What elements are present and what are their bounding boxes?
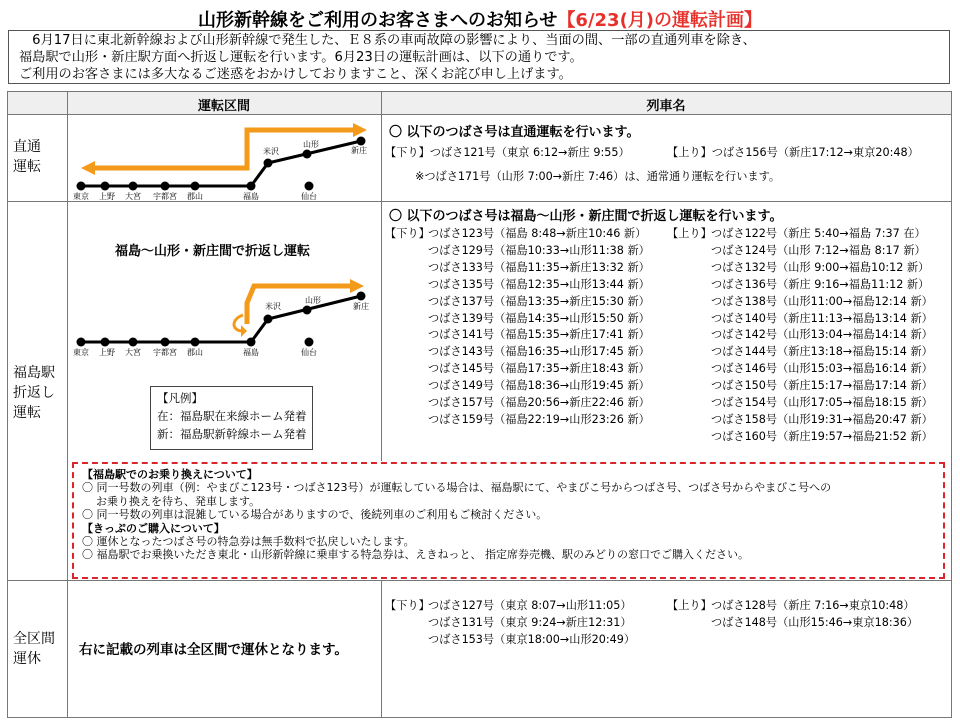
station-label: 大宮 — [125, 348, 141, 357]
train-entry: つばさ133号（福島11:35→新庄13:32 新） — [428, 260, 650, 274]
station-label: 上野 — [99, 192, 115, 201]
train-entry: つばさ124号（山形 7:12→福島 8:17 新） — [711, 243, 926, 257]
through-note: ※つばさ171号（山形 7:00→新庄 7:46）は、通常通り運転を行います。 — [415, 170, 781, 183]
station-label: 山形 — [303, 140, 319, 149]
station-label: 仙台 — [301, 348, 317, 357]
train-entry: つばさ141号（福島15:35→新庄17:41 新） — [428, 328, 650, 342]
legend-box — [150, 386, 313, 450]
intro-box — [8, 30, 950, 84]
train-entry: つばさ143号（福島16:35→山形17:45 新） — [428, 345, 650, 359]
station-label: 新庄 — [353, 302, 369, 311]
train-entry: つばさ145号（福島17:35→新庄18:43 新） — [428, 362, 650, 376]
station-label: 山形 — [305, 296, 321, 305]
through-up: 【上り】つばさ156号（新庄17:12→東京20:48） — [667, 146, 919, 159]
train-entry: つばさ153号（東京18:00→山形20:49） — [428, 632, 636, 646]
station-label: 宇都宮 — [153, 348, 177, 357]
through-title: 〇 以下のつばさ号は直通運転を行います。 — [389, 125, 640, 140]
notice-line: 〇 運休となったつばさ号の特急券は無手数料で払戻しいたします。 — [82, 535, 415, 549]
station-label: 郡山 — [187, 192, 203, 201]
title-highlight: 【6/23(月)の運転計画】 — [557, 10, 763, 31]
station-label: 米沢 — [263, 147, 279, 156]
header-section: 運転区間 — [197, 99, 250, 114]
shuttle-route-diagram — [69, 271, 379, 361]
row-label-shuttle: 福島駅 折返し 運転 — [13, 365, 55, 421]
train-entry: つばさ131号（東京 9:24→新庄12:31） — [428, 615, 632, 629]
intro-line: 6月17日に東北新幹線および山形新幹線で発生した、Ｅ８系の車両故障の影響により、当面の間、一部の直通列車を除き、 — [19, 33, 756, 48]
title-main: 山形新幹線をご利用のお客さまへのお知らせ — [197, 10, 558, 31]
train-entry: つばさ123号（福島 8:48→新庄10:46 新） — [428, 227, 647, 240]
station-label: 東京 — [73, 192, 89, 201]
shuttle-up-tag: 【上り】 — [667, 227, 712, 240]
station-dots — [77, 137, 366, 191]
station-label: 新庄 — [351, 146, 367, 155]
train-entry: つばさ158号（山形19:31→福島20:47 新） — [711, 412, 933, 426]
train-entry: つばさ132号（山形 9:00→福島10:12 新） — [711, 260, 930, 274]
station-label: 宇都宮 — [153, 192, 177, 201]
train-entry: つばさ138号（山形11:00→福島12:14 新） — [711, 294, 933, 308]
row-label-cancel: 全区間 運休 — [13, 631, 55, 667]
shuttle-diagram-title: 福島～山形・新庄間で折返し運転 — [115, 244, 311, 259]
notice-heading: 【きっぷのご購入について】 — [82, 521, 225, 535]
station-label: 郡山 — [187, 348, 203, 357]
through-down: 【下り】つばさ121号（東京 6:12→新庄 9:55） — [385, 146, 630, 159]
shuttle-title: 〇 以下のつばさ号は福島～山形・新庄間で折返し運転を行います。 — [389, 209, 783, 224]
train-entry: つばさ160号（新庄19:57→福島21:52 新） — [711, 429, 933, 443]
train-entry: つばさ146号（山形15:03→福島16:14 新） — [711, 362, 933, 376]
station-label: 大宮 — [125, 192, 141, 201]
row-label-through: 直通 運転 — [13, 139, 41, 175]
train-entry: つばさ135号（福島12:35→山形13:44 新） — [428, 277, 650, 291]
intro-line: ご利用のお客さまには多大なるご迷惑をおかけしておりますこと、深くお詫び申し上げます。 — [19, 67, 572, 82]
intro-line: 福島駅で山形・新庄駅方面へ折返し運転を行います。6月23日の運転計画は、以下の通りです。 — [19, 50, 583, 65]
train-entry: つばさ159号（福島22:19→山形23:26 新） — [428, 412, 650, 426]
train-entry: つばさ144号（新庄13:18→福島15:14 新） — [711, 345, 933, 359]
station-label: 上野 — [99, 348, 115, 357]
notice-line: 〇 同一号数の列車（例：やまびこ123号・つばさ123号）が運転している場合は、福島駅にて、やまびこ号からつばさ号、つばさ号からやまびこ号への — [82, 481, 832, 495]
train-entry: つばさ150号（新庄15:17→福島17:14 新） — [711, 379, 933, 393]
notice-line: 〇 福島駅でお乗換いただき東北・山形新幹線に乗車する特急券は、えきねっと、 指定席券売機、駅のみどりの窓口でご購入ください。 — [82, 548, 749, 562]
page-title — [0, 6, 960, 32]
shuttle-down-tag: 【下り】 — [385, 227, 430, 240]
schedule-table — [7, 91, 952, 718]
train-entry: つばさ154号（山形17:05→福島18:15 新） — [711, 396, 933, 409]
train-entry: つばさ136号（新庄 9:16→福島11:12 新） — [711, 277, 930, 291]
station-label: 福島 — [243, 348, 259, 357]
train-entry: つばさ142号（山形13:04→福島14:14 新） — [711, 328, 933, 342]
train-entry: つばさ139号（福島14:35→山形15:50 新） — [428, 311, 650, 325]
station-label: 仙台 — [301, 192, 317, 201]
header-trains: 列車名 — [646, 99, 686, 114]
train-entry: つばさ149号（福島18:36→山形19:45 新） — [428, 379, 650, 393]
cancel-up-tag: 【上り】 — [667, 599, 712, 612]
cancel-down-tag: 【下り】 — [385, 599, 430, 612]
legend-item: 在：福島駅在来線ホーム発着 — [157, 409, 307, 423]
train-entry: つばさ148号（山形15:46→東京18:36） — [711, 615, 919, 629]
train-entry: つばさ140号（新庄11:13→福島13:14 新） — [711, 311, 933, 325]
notice-line: お乗り換えを待ち、発車します。 — [96, 494, 261, 508]
notice-line: 〇 同一号数の列車は混雑している場合がありますので、後続列車のご利用もご検討ください。 — [82, 508, 548, 522]
train-entry: つばさ137号（福島13:35→新庄15:30 新） — [428, 294, 650, 308]
train-entry: つばさ127号（東京 8:07→山形11:05） — [428, 599, 632, 612]
legend-title: 【凡例】 — [157, 391, 203, 405]
station-label: 米沢 — [265, 302, 281, 311]
station-label: 福島 — [243, 192, 259, 201]
train-entry: つばさ122号（新庄 5:40→福島 7:37 在） — [711, 227, 926, 240]
transfer-notice — [72, 462, 945, 579]
through-route-diagram — [69, 116, 379, 201]
legend-item: 新：福島駅新幹線ホーム発着 — [157, 427, 307, 441]
cancel-message: 右に記載の列車は全区間で運休となります。 — [79, 642, 348, 658]
train-entry: つばさ157号（福島20:56→新庄22:46 新） — [428, 396, 650, 409]
train-entry: つばさ129号（福島10:33→山形11:38 新） — [428, 243, 650, 257]
station-dots — [77, 292, 366, 347]
notice-heading: 【福島駅でのお乗り換えについて】 — [82, 468, 258, 481]
station-label: 東京 — [73, 348, 89, 357]
train-entry: つばさ128号（新庄 7:16→東京10:48） — [711, 599, 915, 612]
